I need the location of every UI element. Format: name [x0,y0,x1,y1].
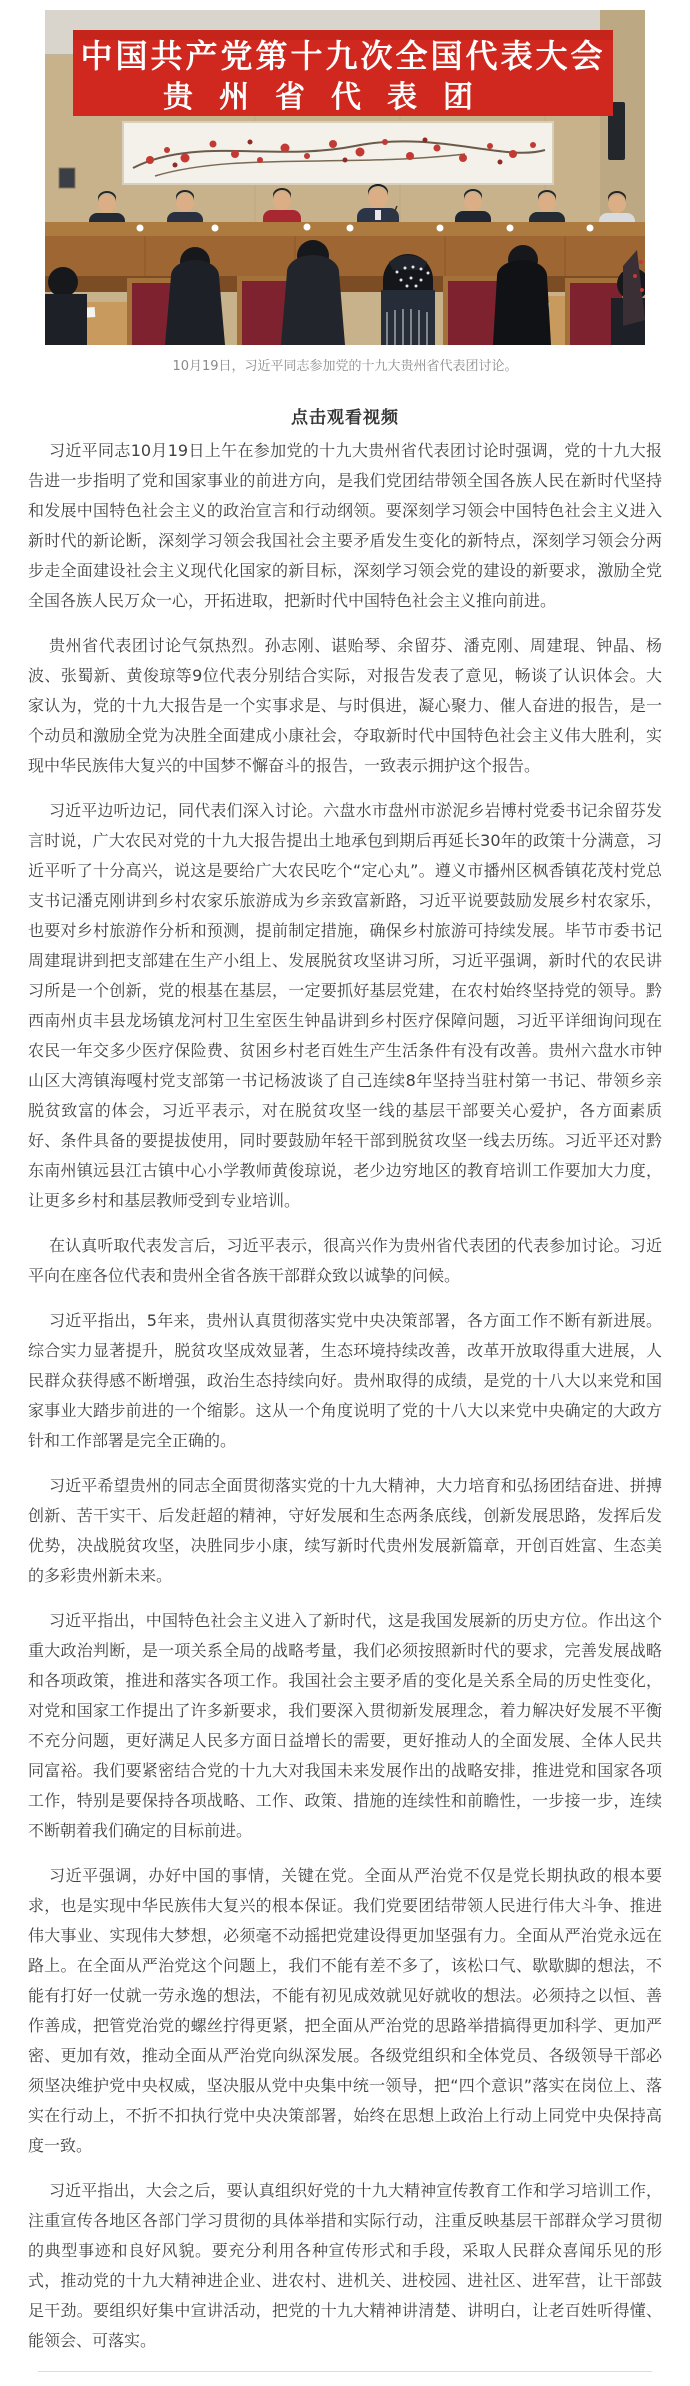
banner-text-line1: 中国共产党第十九次全国代表大会 [80,37,606,75]
article-paragraph: 习近平边听边记，同代表们深入讨论。六盘水市盘州市淤泥乡岩博村党委书记余留芬发言时说，广大农民对党的十九大报告提出土地承包到期后再延长30年的政策十分满意，习近平听了十分高兴，说这是要给广大农民吃个“定心丸”。遵义市播州区枫香镇花茂村党总支书记潘克刚讲到乡村农家乐旅游成为乡亲致富新路，习近平说要鼓励发展乡村农家乐，也要对乡村旅游作分析和预测，提前制定措施，确保乡村旅游可持续发展。毕节市委书记周建琨讲到把支部建在生产小组上、发展脱贫攻坚讲习所，习近平强调，新时代的农民讲习所是一个创新，党的根基在基层，一定要抓好基层党建，在农村始终坚持党的领导。黔西南州贞丰县龙场镇龙河村卫生室医生钟晶讲到乡村医疗保障问题，习近平详细询问现在农民一年交多少医疗保险费、贫困乡村老百姓生产生活条件有没有改善。贵州六盘水市钟山区大湾镇海嘎村党支部第一书记杨波谈了自己连续8年坚持当驻村第一书记、带领乡亲脱贫致富的体会，习近平表示，对在脱贫攻坚一线的基层干部要关心爱护，各方面素质好、条件具备的要提拔使用，同时要鼓励年轻干部到脱贫攻坚一线去历练。习近平还对黔东南州镇远县江古镇中心小学教师黄俊琼说，老少边穷地区的教育培训工作要加大力度，让更多乡村和基层教师受到专业培训。 [28,801,662,1210]
watch-video-link[interactable]: 点击观看视频 [291,408,399,428]
article-paragraph: 贵州省代表团讨论气氛热烈。孙志刚、谌贻琴、余留芬、潘克刚、周建琨、钟晶、杨波、张蜀新、黄俊琼等9位代表分别结合实际，对报告发表了意见，畅谈了认识体会。大家认为，党的十九大报告是一个实事求是、与时俱进，凝心聚力、催人奋进的报告，是一个动员和激励全党为决胜全面建成小康社会，夺取新时代中国特色社会主义伟大胜利，实现中华民族伟大复兴的中国梦不懈奋斗的报告，一致表示拥护这个报告。 [28,636,662,775]
article-paragraph: 在认真听取代表发言后，习近平表示，很高兴作为贵州省代表团的代表参加讨论。习近平向在座各位代表和贵州全省各族干部群众致以诚挚的问候。 [28,1236,662,1285]
photo-ethnic-costume [381,254,435,345]
article-paragraph: 习近平强调，办好中国的事情，关键在党。全面从严治党不仅是党长期执政的根本要求，也是实现中华民族伟大复兴的根本保证。我们党要团结带领人民进行伟大斗争、推进伟大事业、实现伟大梦想，必须毫不动摇把党建设得更加坚强有力。全面从严治党永远在路上。在全面从严治党这个问题上，我们不能有差不多了，该松口气、歇歇脚的想法，不能有打好一仗就一劳永逸的想法，不能有初见成效就见好就收的想法。必须持之以恒、善作善成，把管党治党的螺丝拧得更紧，把全面从严治党的思路举措搞得更加科学、更加严密、更加有效，推动全面从严治党向纵深发展。各级党组织和全体党员、各级领导干部必须坚决维护党中央权威，坚决服从党中央集中统一领导，把“四个意识”落实在岗位上、落实在行动上，不折不扣执行党中央决策部署，始终在思想上政治上行动上同党中央保持高度一致。 [28,1866,662,2155]
article-paragraph: 习近平同志10月19日上午在参加党的十九大贵州省代表团讨论时强调，党的十九大报告进一步指明了党和国家事业的前进方向，是我们党团结带领全国各族人民在新时代坚持和发展中国特色社会主义的政治宣言和行动纲领。要深刻学习领会中国特色社会主义进入新时代的新论断，深刻学习领会我国社会主要矛盾发生变化的新特点，深刻学习领会分两步走全面建设社会主义现代化国家的新目标，深刻学习领会党的建设的新要求，激励全党全国各族人民万众一心，开拓进取，把新时代中国特色社会主义推向前进。 [28,441,662,610]
photo-painting [123,122,553,184]
meeting-photo [45,0,645,376]
article-paragraph: 习近平指出，中国特色社会主义进入了新时代，这是我国发展新的历史方位。作出这个重大政治判断，是一项关系全局的战略考量，我们必须按照新时代的要求，完善发展战略和各项政策，推进和落实各项工作。我国社会主要矛盾的变化是关系全局的历史性变化，对党和国家工作提出了许多新要求，我们要深入贯彻新发展理念，着力解决好发展不平衡不充分问题，更好满足人民多方面日益增长的需要，更好推动人的全面发展、全体人民共同富裕。我们要紧密结合党的十九大对我国未来发展作出的战略安排，推进党和国家各项工作，特别是要保持各项战略、工作、政策、措施的连续性和前瞻性，一步接一步，连续不断朝着我们确定的目标前进。 [28,1611,662,1840]
article-paragraph: 习近平指出，5年来，贵州认真贯彻落实党中央决策部署，各方面工作不断有新进展。综合实力显著提升，脱贫攻坚成效显著，生态环境持续改善，改革开放取得重大进展，人民群众获得感不断增强，政治生态持续向好。贵州取得的成绩，是党的十八大以来党和国家事业大踏步前进的一个缩影。这从一个角度说明了党的十八大以来党中央确定的大政方针和工作部署是完全正确的。 [28,1311,662,1450]
article-paragraph: 习近平希望贵州的同志全面贯彻落实党的十九大精神，大力培育和弘扬团结奋进、拼搏创新、苦干实干、后发赶超的精神，守好发展和生态两条底线，创新发展思路，发挥后发优势，决战脱贫攻坚，决胜同步小康，续写新时代贵州发展新篇章，开创百姓富、生态美的多彩贵州新未来。 [28,1476,662,1585]
photo-caption: 10月19日，习近平同志参加党的十九大贵州省代表团讨论。 [172,359,518,374]
bottom-divider [38,2371,652,2386]
article-paragraph: 习近平指出，大会之后，要认真组织好党的十九大精神宣传教育工作和学习培训工作，注重宣传各地区各部门学习贯彻的具体举措和实际行动，注重反映基层干部群众学习贯彻的典型事迹和良好风貌。要充分利用各种宣传形式和手段，采取人民群众喜闻乐见的形式，推动党的十九大精神进企业、进农村、进机关、进校园、进社区、进军营，让干部鼓足干劲。要组织好集中宣讲活动，把党的十九大精神讲清楚、讲明白，让老百姓听得懂、能领会、可落实。 [28,2181,662,2350]
video-link-wrap [0,403,690,428]
meeting-photo-illustration [45,10,645,345]
article-body [0,428,690,2356]
banner-text-line2: 贵州省代表团 [163,80,499,115]
photo-banner [73,30,613,116]
